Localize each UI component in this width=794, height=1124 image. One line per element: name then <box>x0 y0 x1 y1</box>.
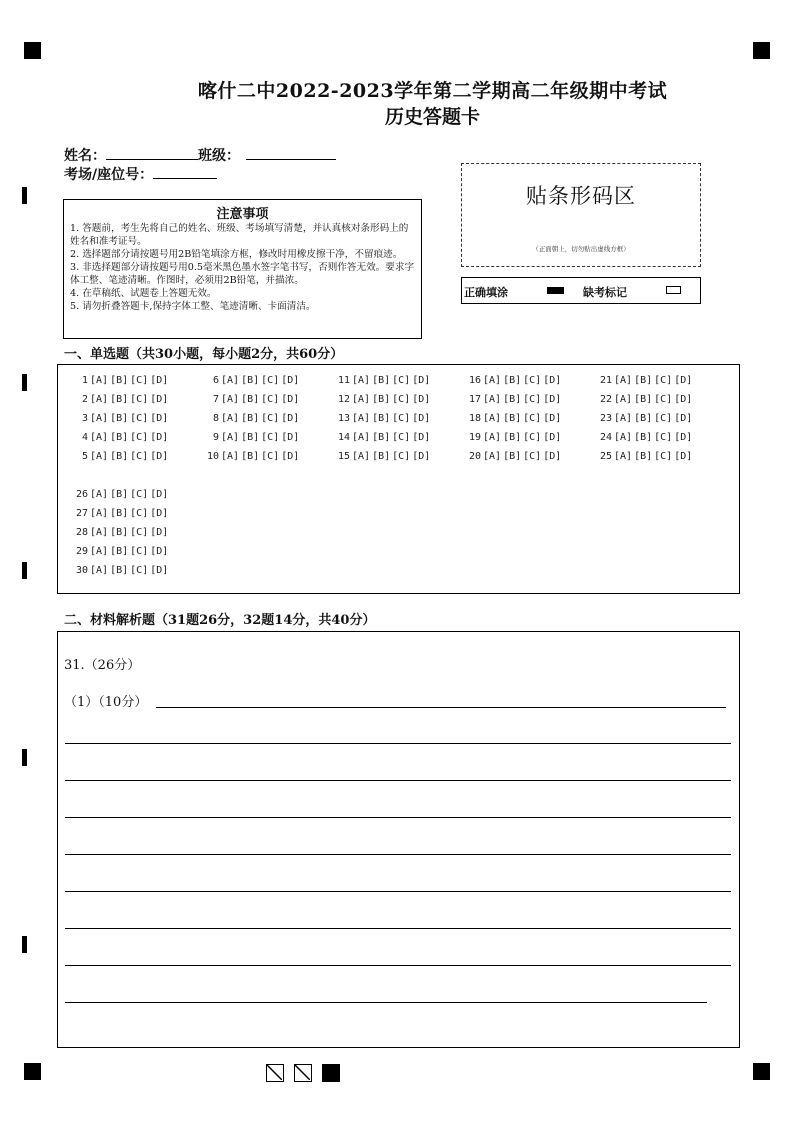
option-bubble[interactable]: [C] <box>261 394 280 405</box>
notice-item: 1. 答题前，考生先将自己的姓名、班级、考场填写清楚，并认真核对条形码上的姓名和准考证号。 <box>70 223 409 247</box>
option-bubble[interactable]: [C] <box>130 489 149 500</box>
mcq-answer-area <box>57 364 740 594</box>
mcq-question-28 <box>70 527 168 538</box>
option-bubble[interactable]: [A] <box>352 375 371 386</box>
option-bubble[interactable]: [D] <box>281 451 300 462</box>
section2-title: 二、材料解析题（31题26分，32题14分，共40分） <box>64 613 376 628</box>
option-bubble[interactable]: [A] <box>614 394 633 405</box>
notice-item: 5. 请勿折叠答题卡,保持字体工整、笔迹清晰、卡面清洁。 <box>70 301 316 312</box>
option-bubble[interactable]: [A] <box>221 375 240 386</box>
question-number: 16 <box>468 375 481 386</box>
option-bubble[interactable]: [C] <box>392 451 411 462</box>
mcq-question-14 <box>332 432 430 443</box>
option-bubble[interactable]: [C] <box>523 375 542 386</box>
option-bubble[interactable]: [C] <box>130 432 149 443</box>
option-bubble[interactable]: [C] <box>130 375 149 386</box>
question-number: 13 <box>337 413 350 424</box>
barcode-area <box>461 163 701 267</box>
question-number: 11 <box>337 375 350 386</box>
option-bubble[interactable]: [D] <box>674 432 693 443</box>
option-bubble[interactable]: [D] <box>281 375 300 386</box>
correct-fill-sample <box>547 287 564 294</box>
option-bubble[interactable]: [B] <box>110 489 129 500</box>
question-number: 28 <box>75 527 88 538</box>
mcq-question-26 <box>70 489 168 500</box>
mcq-question-17 <box>463 394 561 405</box>
option-bubble[interactable]: [B] <box>110 394 129 405</box>
option-bubble[interactable]: [B] <box>241 432 260 443</box>
mcq-question-1 <box>70 375 168 386</box>
option-bubble[interactable]: [B] <box>110 432 129 443</box>
option-bubble[interactable]: [D] <box>150 451 169 462</box>
question-number: 9 <box>212 432 219 443</box>
option-bubble[interactable]: [C] <box>654 413 673 424</box>
option-bubble[interactable]: [C] <box>130 394 149 405</box>
option-bubble[interactable]: [C] <box>130 451 149 462</box>
option-bubble[interactable]: [A] <box>221 413 240 424</box>
option-bubble[interactable]: [B] <box>110 546 129 557</box>
answer-line[interactable] <box>65 780 731 781</box>
option-bubble[interactable]: [A] <box>90 375 109 386</box>
absent-mark-box[interactable] <box>666 286 681 294</box>
option-bubble[interactable]: [B] <box>110 375 129 386</box>
correct-fill-label: 正确填涂 <box>464 286 508 299</box>
mcq-question-8 <box>201 413 299 424</box>
option-bubble[interactable]: [A] <box>483 432 502 443</box>
option-bubble[interactable]: [A] <box>221 432 240 443</box>
option-bubble[interactable]: [B] <box>110 508 129 519</box>
timing-mark <box>22 562 27 579</box>
option-bubble[interactable]: [D] <box>543 375 562 386</box>
option-bubble[interactable]: [B] <box>241 413 260 424</box>
option-bubble[interactable]: [B] <box>110 527 129 538</box>
option-bubble[interactable]: [C] <box>392 413 411 424</box>
mcq-question-21 <box>594 375 692 386</box>
question-number: 30 <box>75 565 88 576</box>
mcq-question-12 <box>332 394 430 405</box>
mcq-question-9 <box>201 432 299 443</box>
barcode-title: 贴条形码区 <box>526 184 636 208</box>
option-bubble[interactable]: [B] <box>241 451 260 462</box>
mcq-question-13 <box>332 413 430 424</box>
mcq-question-25 <box>594 451 692 462</box>
option-bubble[interactable]: [D] <box>412 451 431 462</box>
option-bubble[interactable]: [A] <box>90 394 109 405</box>
question-number: 20 <box>468 451 481 462</box>
question-number: 2 <box>81 394 88 405</box>
alignment-mark-bottom-left <box>24 1063 41 1080</box>
option-bubble[interactable]: [A] <box>90 527 109 538</box>
question-number: 29 <box>75 546 88 557</box>
option-bubble[interactable]: [B] <box>372 413 391 424</box>
option-bubble[interactable]: [C] <box>130 413 149 424</box>
name-field[interactable] <box>106 145 198 160</box>
answer-line[interactable] <box>156 707 726 708</box>
class-label: 班级： <box>198 148 240 164</box>
question-number: 21 <box>599 375 612 386</box>
answer-line[interactable] <box>65 1002 707 1003</box>
option-bubble[interactable]: [D] <box>412 432 431 443</box>
option-bubble[interactable]: [B] <box>634 394 653 405</box>
option-bubble[interactable]: [D] <box>543 413 562 424</box>
option-bubble[interactable]: [B] <box>372 432 391 443</box>
exam-subtitle: 历史答题卡 <box>384 106 480 128</box>
option-bubble[interactable]: [A] <box>352 413 371 424</box>
mcq-question-19 <box>463 432 561 443</box>
option-bubble[interactable]: [A] <box>90 508 109 519</box>
option-bubble[interactable]: [C] <box>261 451 280 462</box>
mcq-question-30 <box>70 565 168 576</box>
question-number: 27 <box>75 508 88 519</box>
option-bubble[interactable]: [A] <box>352 394 371 405</box>
option-bubble[interactable]: [A] <box>90 489 109 500</box>
exam-title: 喀什二中2022-2023学年第二学期高二年级期中考试 <box>197 80 668 102</box>
option-bubble[interactable]: [C] <box>392 375 411 386</box>
option-bubble[interactable]: [C] <box>654 375 673 386</box>
option-bubble[interactable]: [A] <box>90 565 109 576</box>
option-bubble[interactable]: [C] <box>130 546 149 557</box>
option-bubble[interactable]: [B] <box>241 375 260 386</box>
option-bubble[interactable]: [B] <box>503 432 522 443</box>
option-bubble[interactable]: [A] <box>352 432 371 443</box>
option-bubble[interactable]: [C] <box>130 508 149 519</box>
alignment-mark-bottom-right <box>753 1063 770 1080</box>
answer-line[interactable] <box>65 817 731 818</box>
notice-item: 4. 在草稿纸、试题卷上答题无效。 <box>70 288 217 299</box>
timing-mark <box>22 749 27 766</box>
barcode-note: （正面朝上，切勿贴出虚线方框） <box>532 245 630 253</box>
question-number: 26 <box>75 489 88 500</box>
notice-title: 注意事项 <box>216 207 269 222</box>
question-number: 18 <box>468 413 481 424</box>
notice-item: 3. 非选择题部分请按题号用0.5毫米黑色墨水签字笔书写，否则作答无效。要求字体工整、笔迹清晰。作图时，必须用2B铅笔，并描浓。 <box>70 262 415 286</box>
option-bubble[interactable]: [A] <box>614 413 633 424</box>
seat-field[interactable] <box>153 164 217 179</box>
class-field[interactable] <box>246 145 336 160</box>
name-field-row <box>64 145 336 165</box>
option-bubble[interactable]: [D] <box>150 565 169 576</box>
option-bubble[interactable]: [A] <box>221 394 240 405</box>
q31-sub1-label: （1）（10分） <box>64 695 148 710</box>
option-bubble[interactable]: [D] <box>150 432 169 443</box>
question-number: 22 <box>599 394 612 405</box>
option-bubble[interactable]: [A] <box>614 375 633 386</box>
option-bubble[interactable]: [D] <box>412 375 431 386</box>
answer-line[interactable] <box>65 965 731 966</box>
option-bubble[interactable]: [D] <box>150 508 169 519</box>
mcq-question-4 <box>70 432 168 443</box>
timing-mark <box>22 936 27 953</box>
option-bubble[interactable]: [D] <box>412 394 431 405</box>
answer-line[interactable] <box>65 743 731 744</box>
option-bubble[interactable]: [C] <box>130 527 149 538</box>
question-number: 7 <box>212 394 219 405</box>
option-bubble[interactable]: [A] <box>483 394 502 405</box>
question-number: 23 <box>599 413 612 424</box>
option-bubble[interactable]: [A] <box>90 413 109 424</box>
mcq-question-16 <box>463 375 561 386</box>
option-bubble[interactable]: [D] <box>150 413 169 424</box>
option-bubble[interactable]: [D] <box>150 394 169 405</box>
option-bubble[interactable]: [A] <box>483 451 502 462</box>
notice-box <box>63 199 422 339</box>
question-number: 15 <box>337 451 350 462</box>
option-bubble[interactable]: [A] <box>483 413 502 424</box>
mcq-question-11 <box>332 375 430 386</box>
essay-answer-area <box>57 631 740 1048</box>
mcq-question-20 <box>463 451 561 462</box>
option-bubble[interactable]: [B] <box>110 565 129 576</box>
option-bubble[interactable]: [D] <box>674 413 693 424</box>
option-bubble[interactable]: [D] <box>150 546 169 557</box>
option-bubble[interactable]: [C] <box>654 432 673 443</box>
option-bubble[interactable]: [B] <box>503 375 522 386</box>
mcq-question-29 <box>70 546 168 557</box>
fill-legend <box>461 277 701 304</box>
question-number: 3 <box>81 413 88 424</box>
section1-title: 一、单选题（共30小题，每小题2分，共60分） <box>64 347 344 362</box>
option-bubble[interactable]: [B] <box>372 394 391 405</box>
answer-line[interactable] <box>65 928 731 929</box>
mcq-question-6 <box>201 375 299 386</box>
option-bubble[interactable]: [A] <box>90 546 109 557</box>
option-bubble[interactable]: [A] <box>614 432 633 443</box>
option-bubble[interactable]: [C] <box>654 394 673 405</box>
option-bubble[interactable]: [D] <box>674 451 693 462</box>
answer-line[interactable] <box>65 854 731 855</box>
mcq-question-24 <box>594 432 692 443</box>
option-bubble[interactable]: [C] <box>261 375 280 386</box>
question-number: 25 <box>599 451 612 462</box>
mcq-question-22 <box>594 394 692 405</box>
q31-label: 31.（26分） <box>64 658 141 673</box>
option-bubble[interactable]: [A] <box>614 451 633 462</box>
question-number: 10 <box>206 451 219 462</box>
option-bubble[interactable]: [C] <box>654 451 673 462</box>
answer-line[interactable] <box>65 891 731 892</box>
option-bubble[interactable]: [C] <box>523 413 542 424</box>
mcq-question-7 <box>201 394 299 405</box>
option-bubble[interactable]: [C] <box>523 432 542 443</box>
option-bubble[interactable]: [A] <box>483 375 502 386</box>
notice-item: 2. 选择题部分请按题号用2B铅笔填涂方框，修改时用橡皮擦干净，不留痕迹。 <box>70 249 403 260</box>
seat-label: 考场/座位号： <box>64 167 154 183</box>
option-bubble[interactable]: [D] <box>281 394 300 405</box>
option-bubble[interactable]: [B] <box>634 432 653 443</box>
question-number: 24 <box>599 432 612 443</box>
option-bubble[interactable]: [D] <box>543 394 562 405</box>
page-mark-filled <box>322 1064 340 1082</box>
mcq-question-18 <box>463 413 561 424</box>
option-bubble[interactable]: [D] <box>150 527 169 538</box>
mcq-question-5 <box>70 451 168 462</box>
option-bubble[interactable]: [A] <box>90 432 109 443</box>
option-bubble[interactable]: [B] <box>241 394 260 405</box>
timing-mark <box>22 187 27 204</box>
option-bubble[interactable]: [C] <box>261 413 280 424</box>
question-number: 4 <box>81 432 88 443</box>
question-number: 12 <box>337 394 350 405</box>
option-bubble[interactable]: [D] <box>150 375 169 386</box>
option-bubble[interactable]: [B] <box>503 451 522 462</box>
option-bubble[interactable]: [A] <box>221 451 240 462</box>
question-number: 1 <box>81 375 88 386</box>
timing-mark <box>22 374 27 391</box>
mcq-question-27 <box>70 508 168 519</box>
mcq-question-3 <box>70 413 168 424</box>
option-bubble[interactable]: [B] <box>110 451 129 462</box>
option-bubble[interactable]: [B] <box>372 451 391 462</box>
option-bubble[interactable]: [D] <box>543 451 562 462</box>
option-bubble[interactable]: [A] <box>90 451 109 462</box>
absent-mark-label: 缺考标记 <box>583 286 627 299</box>
question-number: 8 <box>212 413 219 424</box>
mcq-question-15 <box>332 451 430 462</box>
question-number: 19 <box>468 432 481 443</box>
option-bubble[interactable]: [D] <box>674 394 693 405</box>
option-bubble[interactable]: [C] <box>130 565 149 576</box>
alignment-mark-top-left <box>24 42 41 59</box>
option-bubble[interactable]: [D] <box>674 375 693 386</box>
option-bubble[interactable]: [B] <box>503 413 522 424</box>
mcq-question-23 <box>594 413 692 424</box>
option-bubble[interactable]: [B] <box>634 413 653 424</box>
option-bubble[interactable]: [B] <box>110 413 129 424</box>
seat-field-row <box>64 164 217 184</box>
mcq-question-2 <box>70 394 168 405</box>
name-label: 姓名： <box>64 148 106 164</box>
option-bubble[interactable]: [D] <box>281 432 300 443</box>
question-number: 6 <box>212 375 219 386</box>
option-bubble[interactable]: [C] <box>392 394 411 405</box>
option-bubble[interactable]: [B] <box>634 451 653 462</box>
option-bubble[interactable]: [B] <box>372 375 391 386</box>
question-number: 14 <box>337 432 350 443</box>
option-bubble[interactable]: [C] <box>523 394 542 405</box>
page-mark-empty <box>294 1064 312 1082</box>
option-bubble[interactable]: [D] <box>412 413 431 424</box>
option-bubble[interactable]: [D] <box>281 413 300 424</box>
option-bubble[interactable]: [D] <box>150 489 169 500</box>
option-bubble[interactable]: [C] <box>261 432 280 443</box>
page-mark-empty <box>266 1064 284 1082</box>
option-bubble[interactable]: [C] <box>523 451 542 462</box>
option-bubble[interactable]: [C] <box>392 432 411 443</box>
option-bubble[interactable]: [B] <box>634 375 653 386</box>
option-bubble[interactable]: [D] <box>543 432 562 443</box>
alignment-mark-top-right <box>753 42 770 59</box>
question-number: 5 <box>81 451 88 462</box>
mcq-question-10 <box>201 451 299 462</box>
question-number: 17 <box>468 394 481 405</box>
option-bubble[interactable]: [A] <box>352 451 371 462</box>
option-bubble[interactable]: [B] <box>503 394 522 405</box>
